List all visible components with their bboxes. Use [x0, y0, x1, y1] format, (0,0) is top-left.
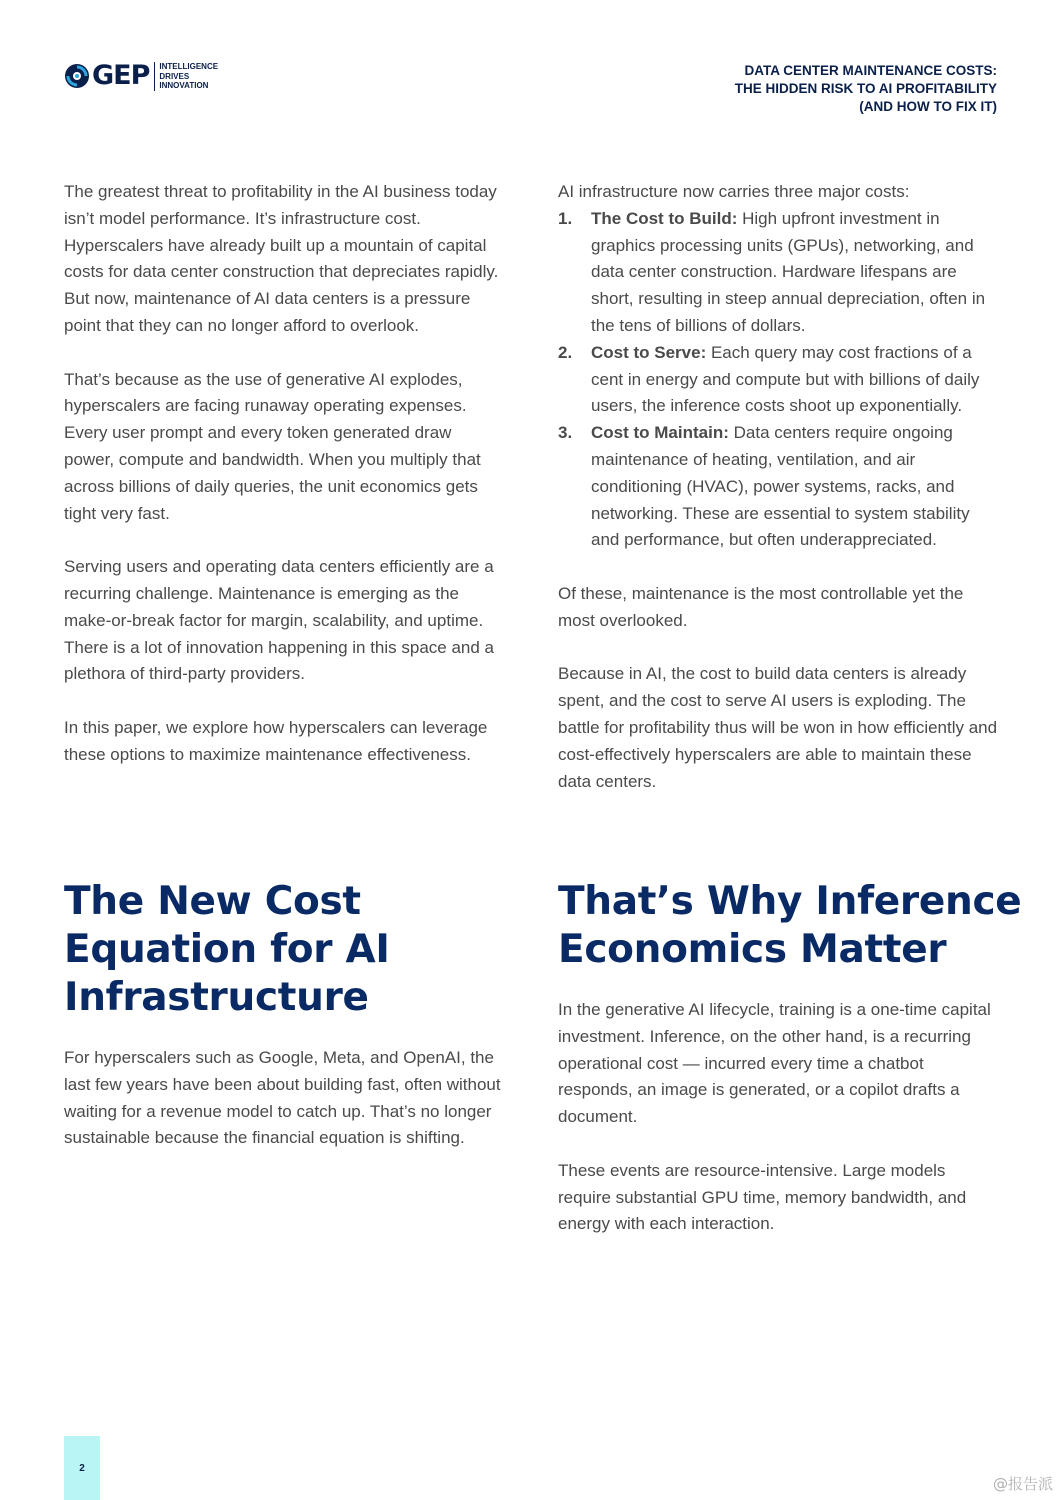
intro-paragraph: The greatest threat to profitability in the AI business today isn’t model performance. It’s infrastructure cost. Hyperscalers have already built up a mountain of capital costs for data center construction that depreciates rapidly. But now, maintenance of AI data centers is a pressure point that they can no longer afford to overlook.: [64, 182, 499, 335]
document-title-line: (AND HOW TO FIX IT): [859, 99, 997, 114]
section-heading-line: The New Cost: [64, 879, 361, 924]
cost-item: [558, 340, 998, 420]
cost-item-number: 2.: [558, 342, 573, 362]
watermark: @报告派: [992, 1475, 1053, 1493]
costs-list: [558, 206, 998, 554]
cost-item-term: The Cost to Build:: [591, 208, 738, 228]
intro-column-left: [64, 179, 504, 769]
logo-tagline: [154, 62, 218, 91]
section-inference-economics: [558, 878, 1028, 974]
document-title-line: THE HIDDEN RISK TO AI PROFITABILITY: [734, 81, 997, 96]
section-paragraph: These events are resource-intensive. Large models require substantial GPU time, memory bandwidth, and energy with each interaction.: [558, 1160, 967, 1234]
section-inference-economics-body: [558, 997, 998, 1238]
gep-logo: [64, 62, 218, 91]
logo-tagline-line: INNOVATION: [159, 81, 209, 90]
costs-lead: AI infrastructure now carries three major costs:: [558, 182, 910, 201]
cost-item: [558, 420, 998, 554]
logo-wordmark: GEP: [92, 60, 150, 92]
cost-item-term: Cost to Serve:: [591, 342, 707, 362]
section-heading-line: Infrastructure: [64, 975, 369, 1020]
section-heading-line: That’s Why Inference: [558, 879, 1022, 924]
section-new-cost-equation: [64, 878, 524, 1022]
cost-item-number: 1.: [558, 208, 573, 228]
page-number-tab: [64, 1436, 100, 1500]
section-heading: [64, 878, 524, 1022]
cost-item: [558, 206, 998, 340]
section-paragraph: In the generative AI lifecycle, training is a one-time capital investment. Inference, on the other hand, is a recurring operational cost — incurred every time a chatbot responds, an image is generated, or a copilot drafts a document.: [558, 1000, 991, 1127]
section-heading-line: Equation for AI: [64, 927, 390, 972]
cost-item-number: 3.: [558, 423, 573, 443]
cost-item-text: High upfront investment in graphics processing units (GPUs), networking, and data center construction. Hardware lifespans are short, resulting in steep annual depreciation, often in the tens of billions of dollars.: [591, 208, 986, 335]
logo-tagline-line: DRIVES: [159, 71, 190, 81]
costs-paragraph: Of these, maintenance is the most controllable yet the most overlooked.: [558, 583, 964, 630]
page-number: 2: [79, 1462, 85, 1474]
costs-paragraph: Because in AI, the cost to build data centers is already spent, and the cost to serve AI users is exploding. The battle for profitability thus will be won in how efficiently and cost-effectively hyperscalers are able to maintain these data centers.: [558, 664, 998, 791]
intro-paragraph: That’s because as the use of generative AI explodes, hyperscalers are facing runaway operating expenses. Every user prompt and every token generated draw power, compute and bandwidth. When you multiply that across billions of daily queries, the unit economics gets tight very fast.: [64, 369, 481, 523]
document-title: [735, 62, 997, 116]
cost-item-text: Each query may cost fractions of a cent in energy and compute but with billions of daily users, the inference costs shoot up exponentially.: [591, 342, 980, 416]
document-title-line: DATA CENTER MAINTENANCE COSTS:: [744, 63, 997, 78]
cost-item-text: Data centers require ongoing maintenance of heating, ventilation, and air conditioning (HVAC), power systems, racks, and networking. These are essential to system stability and performance, but often underappreciated.: [591, 423, 970, 550]
section-heading-line: Economics Matter: [558, 927, 947, 972]
section-heading: [558, 878, 1028, 974]
cost-item-term: Cost to Maintain:: [591, 423, 729, 443]
intro-column-right: [558, 179, 998, 795]
logo-tagline-line: INTELLIGENCE: [159, 62, 219, 71]
intro-paragraph: Serving users and operating data centers efficiently are a recurring challenge. Maintenance is emerging as the make-or-break factor for margin, scalability, and uptime. There is a lot of innovation happening in this space and a plethora of third-party providers.: [64, 557, 495, 684]
intro-paragraph: In this paper, we explore how hyperscalers can leverage these options to maximize maintenance effectiveness.: [64, 717, 488, 764]
section-new-cost-equation-body: [64, 1045, 504, 1152]
section-paragraph: For hyperscalers such as Google, Meta, and OpenAI, the last few years have been about building fast, often without waiting for a revenue model to catch up. That’s no longer sustainable because the financial equation is shifting.: [64, 1048, 501, 1148]
gep-swirl-icon: [64, 63, 90, 89]
